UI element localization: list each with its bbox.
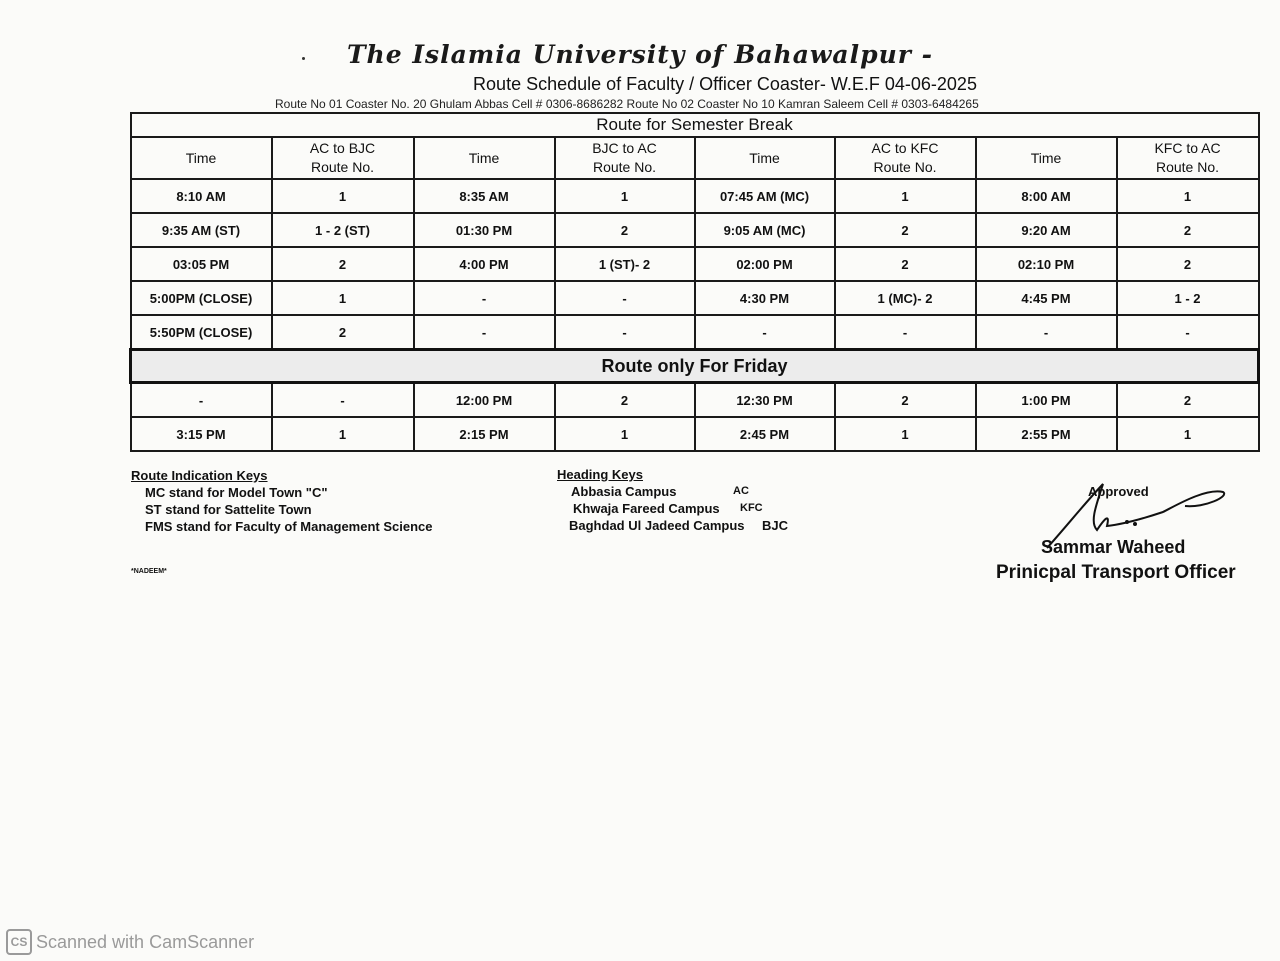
table-cell: - [131, 383, 272, 418]
table-cell: 12:00 PM [414, 383, 555, 418]
route-keys-title: Route Indication Keys [131, 468, 268, 483]
schedule-subtitle: Route Schedule of Faculty / Officer Coaster- W.E.F 04-06-2025 [473, 74, 977, 94]
table-cell: 1 [1117, 417, 1259, 451]
column-header [835, 137, 976, 179]
column-header-line1: Time [185, 149, 217, 166]
table-cell: 2 [555, 213, 695, 247]
table-cell: 1 (ST)- 2 [555, 247, 695, 281]
heading-keys-title: Heading Keys [557, 467, 643, 482]
approved-label: Approved [1088, 484, 1149, 499]
column-header-line2: Route No. [873, 159, 937, 175]
friday-banner: Route only For Friday [131, 350, 1259, 383]
heading-key-abbr: KFC [740, 502, 763, 514]
schedule-table [129, 112, 1260, 452]
table-row [131, 417, 1259, 451]
column-header [414, 137, 555, 179]
camscanner-logo-icon: CS [6, 929, 32, 955]
column-header-line2: Route No. [592, 159, 657, 175]
table-cell: - [414, 281, 555, 315]
route-key-item: MC stand for Model Town "C" [145, 485, 328, 500]
table-cell: 2 [835, 247, 976, 281]
route-key-item: ST stand for Sattelite Town [145, 502, 312, 517]
route-indication-keys [131, 467, 433, 535]
table-cell: 4:00 PM [414, 247, 555, 281]
table-cell: 1 [272, 417, 414, 451]
table-cell: 2:55 PM [976, 417, 1117, 451]
table-row [131, 383, 1259, 418]
heading-key-item [557, 517, 789, 534]
table-cell: 3:15 PM [131, 417, 272, 451]
column-header [131, 137, 272, 179]
route-coaster-info: Route No 01 Coaster No. 20 Ghulam Abbas Cell # 0306-8686282 Route No 02 Coaster No 10 Kamran Saleem Cell # 0303-6484265 [275, 97, 979, 111]
heading-key-abbr: AC [733, 485, 749, 497]
column-header [1117, 137, 1259, 179]
table-row [131, 179, 1259, 213]
heading-key-name: Baghdad Ul Jadeed Campus [569, 518, 745, 533]
table-cell: 1 [272, 281, 414, 315]
camscanner-text: Scanned with CamScanner [36, 931, 255, 952]
university-title: The Islamia University of Bahawalpur - [346, 40, 934, 69]
column-header-line1: AC to KFC [871, 140, 939, 156]
table-cell: 1 [1117, 179, 1259, 213]
table-cell: 2 [835, 213, 976, 247]
table-cell: 8:00 AM [976, 179, 1117, 213]
camscanner-watermark [6, 929, 254, 955]
heading-key-abbr: BJC [762, 518, 789, 533]
table-cell: - [835, 315, 976, 350]
table-cell: - [555, 281, 695, 315]
table-cell: - [976, 315, 1117, 350]
table-cell: - [1117, 315, 1259, 350]
table-cell: 2 [1117, 247, 1259, 281]
table-cell: 9:20 AM [976, 213, 1117, 247]
approver-designation: Prinicpal Transport Officer [996, 562, 1236, 583]
column-header [695, 137, 835, 179]
friday-banner-row [131, 350, 1259, 383]
column-header-line1: Time [468, 149, 500, 166]
table-cell: 8:35 AM [414, 179, 555, 213]
table-cell: 1 - 2 [1117, 281, 1259, 315]
table-cell: 02:10 PM [976, 247, 1117, 281]
table-cell: 2 [835, 383, 976, 418]
table-cell: 1 [835, 179, 976, 213]
table-row [131, 247, 1259, 281]
table-cell: 5:00PM (CLOSE) [131, 281, 272, 315]
table-cell: 2 [1117, 383, 1259, 418]
table-cell: - [272, 383, 414, 418]
semester-break-banner-row [131, 113, 1259, 137]
table-cell: 1 [272, 179, 414, 213]
table-header-row [131, 137, 1259, 179]
heading-key-name: Khwaja Fareed Campus [573, 501, 720, 516]
table-cell: 1 - 2 (ST) [272, 213, 414, 247]
footer-note: *NADEEM* [131, 568, 167, 575]
column-header [272, 137, 414, 179]
table-cell: 9:35 AM (ST) [131, 213, 272, 247]
table-cell: 1:00 PM [976, 383, 1117, 418]
column-header-line2: Route No. [1155, 159, 1220, 175]
table-cell: 1 [835, 417, 976, 451]
table-cell: - [414, 315, 555, 350]
column-header [555, 137, 695, 179]
column-header-line1: KFC to AC [1154, 140, 1221, 156]
column-header-line1: AC to BJC [309, 140, 376, 156]
table-cell: 1 (MC)- 2 [835, 281, 976, 315]
table-cell: 02:00 PM [695, 247, 835, 281]
table-cell: - [555, 315, 695, 350]
column-header [976, 137, 1117, 179]
table-cell: 12:30 PM [695, 383, 835, 418]
table-cell: 01:30 PM [414, 213, 555, 247]
table-cell: 2 [555, 383, 695, 418]
table-cell: 9:05 AM (MC) [695, 213, 835, 247]
table-cell: 4:45 PM [976, 281, 1117, 315]
table-cell: 5:50PM (CLOSE) [131, 315, 272, 350]
heading-key-item [557, 500, 763, 517]
table-cell: 2 [1117, 213, 1259, 247]
table-row [131, 315, 1259, 350]
table-cell: 07:45 AM (MC) [695, 179, 835, 213]
heading-key-name: Abbasia Campus [571, 484, 677, 499]
column-header-line1: BJC to AC [592, 140, 657, 156]
column-header-line2: Route No. [310, 159, 375, 175]
table-cell: 1 [555, 179, 695, 213]
semester-break-banner: Route for Semester Break [131, 113, 1259, 137]
table-cell: 03:05 PM [131, 247, 272, 281]
decorative-dot [302, 57, 305, 60]
heading-keys [557, 466, 789, 534]
table-cell: 2 [272, 247, 414, 281]
table-cell: - [695, 315, 835, 350]
approver-name: Sammar Waheed [1041, 537, 1186, 557]
column-header-line1: Time [1030, 149, 1062, 166]
table-row [131, 281, 1259, 315]
heading-key-item [557, 483, 749, 500]
table-cell: 2:15 PM [414, 417, 555, 451]
table-cell: 2:45 PM [695, 417, 835, 451]
table-cell: 1 [555, 417, 695, 451]
route-key-item: FMS stand for Faculty of Management Science [145, 519, 433, 534]
table-cell: 4:30 PM [695, 281, 835, 315]
table-row [131, 213, 1259, 247]
column-header-line1: Time [749, 149, 780, 166]
table-cell: 2 [272, 315, 414, 350]
table-cell: 8:10 AM [131, 179, 272, 213]
